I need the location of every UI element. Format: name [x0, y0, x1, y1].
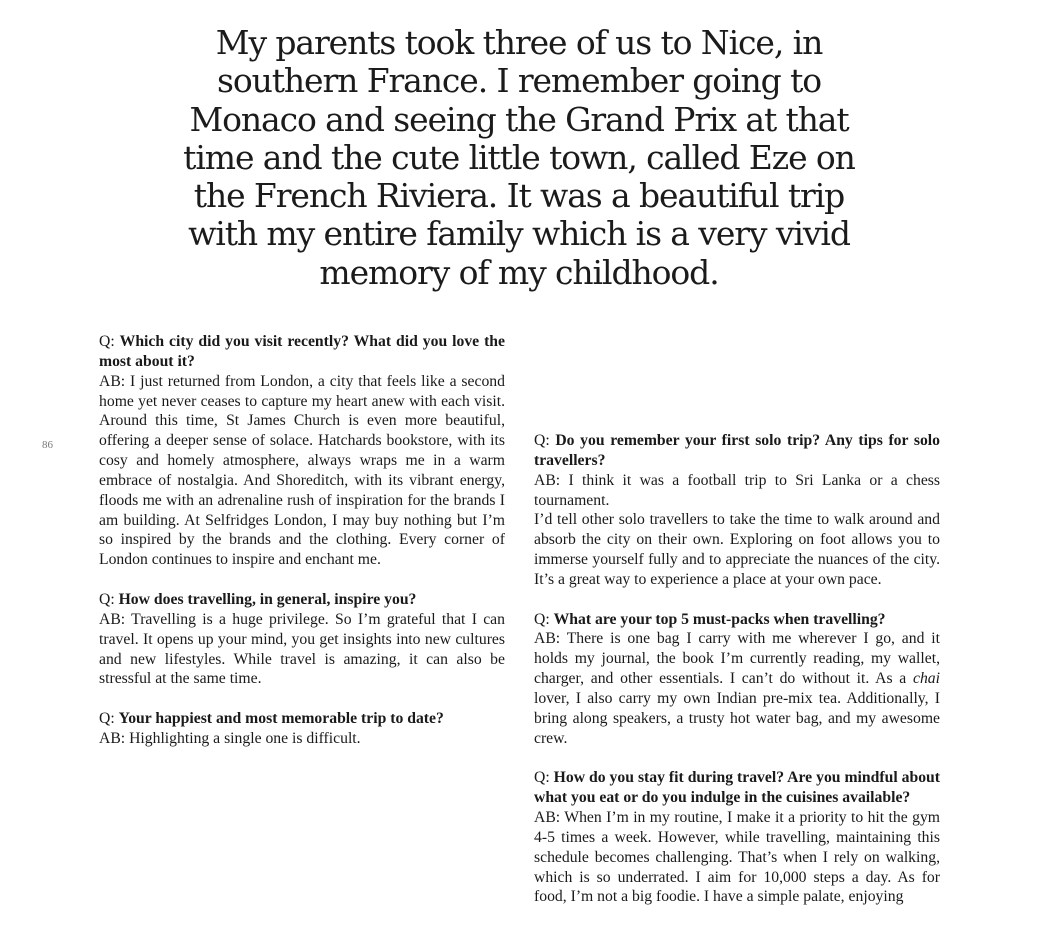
question-text: How does travelling, in general, inspire you? — [118, 590, 417, 608]
question-text: What are your top 5 must-packs when travelling? — [553, 610, 886, 628]
question — [534, 768, 940, 808]
question-prefix: Q: — [534, 769, 554, 787]
answer: AB: When I’m in my routine, I make it a priority to hit the gym 4-5 times a week. However, while travelling, maintaining this schedule becomes challenging. That’s when I rely on walking, which is so underrated. I aim for 10,000 steps a day. As for food, I’m not a big foodie. I have a simple palate, enjoying — [534, 809, 940, 906]
qa-must-packs — [534, 610, 940, 749]
question-prefix: Q: — [99, 333, 120, 350]
question — [534, 431, 940, 471]
question-prefix: Q: — [534, 432, 556, 449]
answer-italic-word: chai — [912, 670, 940, 688]
qa-memorable-trip — [99, 709, 505, 749]
question — [99, 709, 505, 729]
answer: AB: Travelling is a huge privilege. So I’m grateful that I can travel. It opens up your mind, you get insights into new cultures and new lifestyles. While travel is amazing, it can also be stressful at the same time. — [99, 610, 505, 688]
qa-fitness — [534, 768, 940, 907]
question-text: How do you stay fit during travel? Are you mindful about what you eat or do you indulge in the cuisines available? — [534, 769, 941, 807]
page-number: 86 — [42, 439, 53, 451]
question — [534, 610, 940, 630]
question-prefix: Q: — [99, 710, 119, 728]
qa-solo-trip — [534, 431, 940, 590]
question-prefix: Q: — [534, 610, 554, 628]
question-text: Your happiest and most memorable trip to date? — [118, 710, 444, 728]
qa-travel-inspiration — [99, 590, 505, 689]
answer: AB: Highlighting a single one is difficult. — [99, 729, 361, 747]
question-text: Which city did you visit recently? What did you love the most about it? — [99, 333, 505, 370]
pull-quote: My parents took three of us to Nice, in southern France. I remember going to Monaco and seeing the Grand Prix at that time and the cute little town, called Eze on the French Riviera. It was a beautiful trip with my entire family which is a very vivid memory of my childhood. — [183, 23, 855, 292]
answer — [534, 629, 940, 748]
answer: AB: I just returned from London, a city that feels like a second home yet never ceases to capture my heart anew with each visit. Around this time, St James Church is even more beautiful, offering a deeper sense of solace. Hatchards bookstore, with its cosy and homely atmosphere, always wraps me in a warm embrace of nostalgia. And Shoreditch, with its vibrant energy, floods me with an adrenaline rush of inspiration for the brands I am building. At Selfridges London, I may buy nothing but I’m so inspired by the brands and the clothing. Every corner of London continues to inspire and enchant me. — [99, 372, 505, 569]
left-column — [99, 332, 505, 769]
question — [99, 590, 505, 610]
answer-part: lover, I also carry my own Indian pre-mix tea. Additionally, I bring along speakers, a trusty hot water bag, and my awesome crew. — [534, 689, 940, 747]
answer-part: AB: There is one bag I carry with me wherever I go, and it holds my journal, the book I’m currently reading, my wallet, charger, and other essentials. I can’t do without it. As a — [534, 630, 940, 688]
qa-recent-city — [99, 332, 505, 570]
answer: AB: I think it was a football trip to Sri Lanka or a chess tournament. — [534, 471, 940, 509]
answer-continued: I’d tell other solo travellers to take the time to walk around and absorb the city on their own. Exploring on foot allows you to immerse yourself fully and to appreciate the nuances of the city. It’s a great way to experience a place at your own pace. — [534, 511, 940, 588]
right-column — [534, 431, 940, 927]
question — [99, 332, 505, 372]
question-prefix: Q: — [99, 590, 119, 608]
question-text: Do you remember your first solo trip? Any tips for solo travellers? — [534, 432, 940, 469]
